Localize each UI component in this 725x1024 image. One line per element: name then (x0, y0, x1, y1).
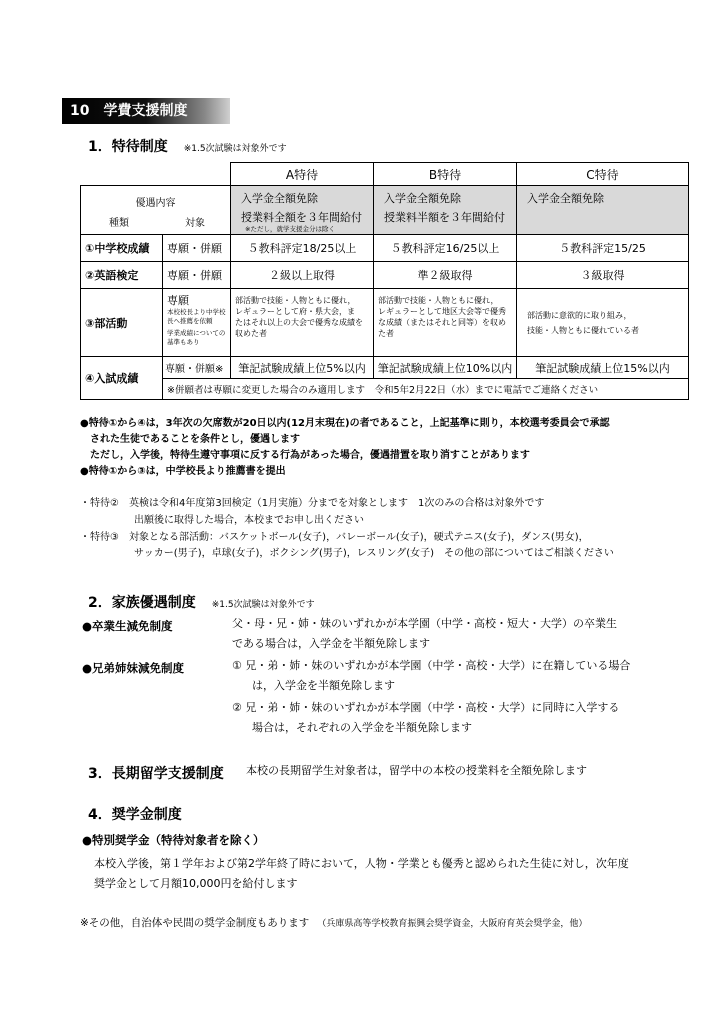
table-corner-blank (81, 163, 163, 186)
criteria-line: 収めた者 (235, 329, 267, 338)
criteria-line: な成績（またはそれと同等）を収め (378, 318, 506, 327)
criteria-a: ２級以上取得 (231, 262, 374, 289)
benefit-a (231, 186, 374, 235)
benefit-b-line: 授業料半額を３年間給付 (384, 211, 505, 224)
row-kind: ②英語検定 (81, 262, 163, 289)
criteria-line: レギュラーとして府・県大会，ま (235, 307, 355, 316)
footer-note (80, 915, 587, 930)
table-header-row (81, 163, 689, 186)
footer-small: （兵庫県高等学校教育振興会奨学資金，大阪府育英会奨学金，他） (317, 919, 588, 929)
alumni-discount-text: である場合は，入学金を半額免除します (232, 637, 430, 650)
criteria-c: ５教科評定15/25 (517, 235, 689, 262)
header-a: A特待 (231, 163, 374, 186)
target-note: 基準もあり (167, 338, 200, 346)
note-line: ・特待③ 対象となる部活動：バスケットボール(女子)，バレーボール(女子)，硬式テニス(女子)，ダンス(男女)， (80, 532, 589, 543)
benefit-c (517, 186, 689, 235)
table-footnote: ※併願者は専願に変更した場合のみ適用します 令和5年2月22日（水）までに電話でご連絡ください (163, 379, 689, 400)
benefit-b-line: 入学金全額免除 (384, 192, 461, 205)
label-benefit: 優遇内容 (135, 198, 176, 209)
section-1-note: ※1.5次試験は対象外です (183, 144, 287, 154)
criteria-line: た者 (378, 329, 394, 338)
sibling-discount-text: ① 兄・弟・姉・妹のいずれかが本学園（中学・高校・大学）に在籍している場合 (232, 659, 631, 672)
criteria-a: ５教科評定18/25以上 (231, 235, 374, 262)
note-line: ●特待①から③は，中学校長より推薦書を提出 (80, 466, 286, 477)
criteria-b: ５教科評定16/25以上 (374, 235, 517, 262)
section-3-title: 3．長期留学支援制度 (88, 766, 224, 782)
table-benefit-row (81, 186, 689, 235)
label-kind: 種類 (109, 218, 129, 229)
section-2-note: ※1.5次試験は対象外です (211, 600, 315, 610)
benefit-b (374, 186, 517, 235)
sibling-discount-text: ② 兄・弟・姉・妹のいずれかが本学園（中学・高校・大学）に同時に入学する (232, 701, 620, 714)
scholarship-text: 奨学金として月額10,000円を給付します (94, 877, 298, 890)
section-3-text: 本校の長期留学生対象者は，留学中の本校の授業料を全額免除します (246, 764, 587, 777)
criteria-line: 技能・人物ともに優れている者 (527, 325, 639, 335)
row-target: 専願・併願 (163, 235, 231, 262)
sibling-discount-label: ●兄弟姉妹減免制度 (82, 661, 185, 675)
criteria-line: たはそれ以上の大会で優秀な成績を (235, 318, 363, 327)
criteria-line: 部活動で技能・人物ともに優れ， (378, 296, 499, 305)
table-row (81, 289, 689, 357)
note-line: ●特待①から④は，3年次の欠席数が20日以内(12月末現在)の者であること，上記基準に則り，本校選考委員会で承認 (80, 418, 610, 429)
row-kind: ④入試成績 (81, 357, 163, 400)
target-label: 専願 (167, 294, 189, 307)
row-target (163, 289, 231, 357)
section-1-title: 1．特待制度 (88, 139, 168, 155)
criteria-a (231, 289, 374, 357)
alumni-discount-text: 父・母・兄・姉・妹のいずれかが本学園（中学・高校・短大・大学）の卒業生 (232, 617, 617, 630)
section-4-title: 4．奨学金制度 (88, 807, 182, 823)
row-kind: ①中学校成績 (81, 235, 163, 262)
table-row (81, 235, 689, 262)
target-note: 長へ推薦を依頼 (167, 317, 213, 325)
benefit-a-line: 授業料全額を３年間給付 (241, 211, 362, 224)
section-1-heading (88, 136, 287, 156)
criteria-c (517, 289, 689, 357)
sibling-discount-text: 場合は，それぞれの入学金を半額免除します (252, 721, 472, 734)
criteria-a: 筆記試験成績上位5%以内 (231, 357, 374, 379)
note-line: ただし，入学後，特待生遵守事項に反する行為があった場合，優遇措置を取り消すことがあります (90, 450, 530, 461)
row-label-header (81, 186, 231, 235)
section-2-title: 2．家族優遇制度 (88, 595, 196, 611)
footer-main: ※その他，自治体や民間の奨学金制度もあります (80, 917, 310, 929)
note-line: サッカー(男子)，卓球(女子)，ボクシング(男子)，レスリング(女子) その他の部についてはご相談ください (134, 548, 614, 559)
table-row (81, 357, 689, 379)
target-note: 本校校長より中学校 (167, 308, 226, 316)
header-c: C特待 (517, 163, 689, 186)
sibling-discount-text: は，入学金を半額免除します (252, 679, 395, 692)
label-target: 対象 (185, 218, 205, 229)
criteria-line: レギュラーとして地区大会等で優秀 (378, 307, 506, 316)
row-target: 専願・併願 (163, 262, 231, 289)
special-scholarship-label: ●特別奨学金（特待対象者を除く） (82, 833, 265, 847)
criteria-c: 筆記試験成績上位15%以内 (517, 357, 689, 379)
criteria-c: ３級取得 (517, 262, 689, 289)
criteria-line: 部活動で技能・人物ともに優れ， (235, 296, 356, 305)
criteria-b: 準２級取得 (374, 262, 517, 289)
note-line: 出願後に取得した場合，本校までお申し出ください (134, 515, 364, 526)
note-line: ・特待② 英検は令和4年度第3回検定（1月実施）分までを対象とします 1次のみの合格は対象外です (80, 498, 545, 509)
note-line: された生徒であることを条件とし，優遇します (90, 434, 300, 445)
row-target: 専願・併願※ (163, 357, 231, 379)
benefit-a-note: ※ただし，就学支援金分は除く (245, 225, 335, 233)
benefit-a-line: 入学金全額免除 (241, 192, 318, 205)
criteria-line: 部活動に意欲的に取り組み， (527, 310, 632, 320)
scholarship-table (80, 162, 689, 400)
alumni-discount-label: ●卒業生減免制度 (82, 619, 173, 633)
header-b: B特待 (374, 163, 517, 186)
section-2-heading (88, 592, 315, 612)
row-kind: ③部活動 (81, 289, 163, 357)
section-banner: 10 学費支援制度 (62, 98, 230, 124)
target-note: 学業成績についての (167, 329, 226, 337)
criteria-b: 筆記試験成績上位10%以内 (374, 357, 517, 379)
table-corner-blank (163, 163, 231, 186)
table-row (81, 262, 689, 289)
criteria-b (374, 289, 517, 357)
scholarship-text: 本校入学後，第１学年および第2学年終了時において，人物・学業とも優秀と認められた生徒に対し，次年度 (94, 857, 629, 870)
benefit-c-line: 入学金全額免除 (527, 192, 604, 205)
table-note-row (81, 379, 689, 400)
